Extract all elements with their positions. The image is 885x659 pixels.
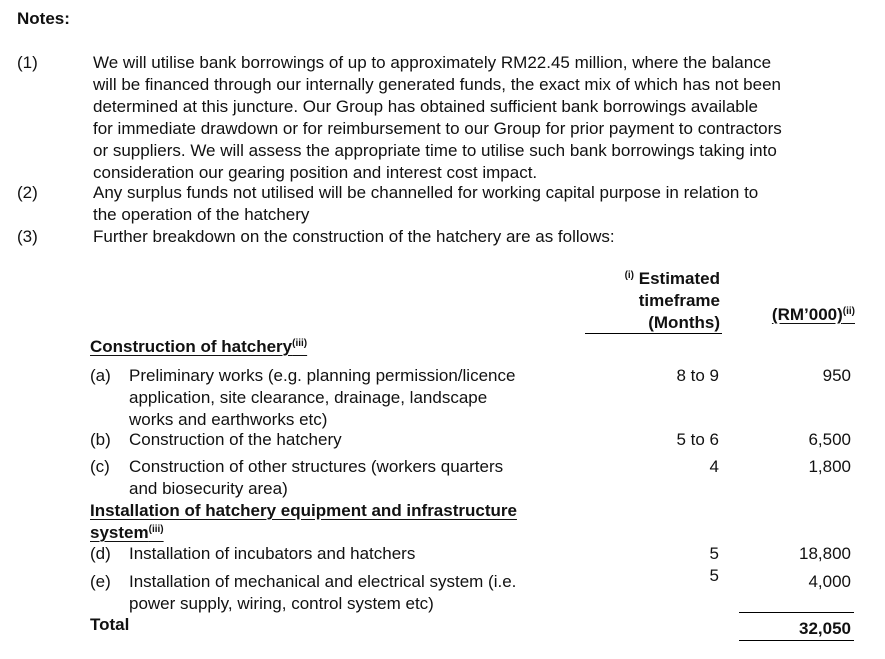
note-1-line: will be financed through our internally generated funds, the exact mix of which has not been bbox=[93, 75, 781, 94]
row-a-code: (a) bbox=[90, 366, 111, 385]
note-1-line: or suppliers. We will assess the appropriate time to utilise such bank borrowings taking into bbox=[93, 141, 777, 160]
note-3-text bbox=[93, 226, 861, 248]
row-d-description bbox=[129, 543, 565, 565]
note-1-number: (1) bbox=[17, 53, 38, 72]
note-2-line: Any surplus funds not utilised will be channelled for working capital purpose in relation to bbox=[93, 183, 759, 202]
header-timeframe-line2: timeframe bbox=[638, 291, 720, 310]
row-c-amount: 1,800 bbox=[808, 457, 851, 476]
header-estimated-timeframe bbox=[588, 268, 720, 334]
note-3-number: (3) bbox=[17, 227, 38, 246]
row-c-line: and biosecurity area) bbox=[129, 479, 288, 498]
row-a-line: Preliminary works (e.g. planning permission/licence bbox=[129, 366, 516, 385]
note-2-line: the operation of the hatchery bbox=[93, 205, 310, 224]
row-a-line: works and earthworks etc) bbox=[129, 410, 328, 429]
note-3-line: Further breakdown on the construction of the hatchery are as follows: bbox=[93, 227, 615, 246]
row-b-amount: 6,500 bbox=[808, 430, 851, 449]
row-b-line: Construction of the hatchery bbox=[129, 430, 342, 449]
row-e-line: Installation of mechanical and electrical system (i.e. bbox=[129, 572, 517, 591]
note-1-line: for immediate drawdown or for reimbursement to our Group for prior payment to contractors bbox=[93, 119, 782, 138]
total-top-rule bbox=[739, 612, 854, 613]
row-b-code: (b) bbox=[90, 430, 111, 449]
row-a-description bbox=[129, 365, 565, 431]
row-a-timeframe: 8 to 9 bbox=[676, 366, 719, 385]
row-a-line: application, site clearance, drainage, landscape bbox=[129, 388, 488, 407]
section-footnote: (iii) bbox=[148, 524, 164, 535]
note-2-number: (2) bbox=[17, 183, 38, 202]
section-installation-of-equipment bbox=[90, 500, 517, 544]
total-label: Total bbox=[90, 615, 130, 634]
section-title-line1: Installation of hatchery equipment and infrastructure bbox=[90, 501, 517, 520]
header-timeframe-underline bbox=[585, 333, 722, 334]
note-1-text bbox=[93, 52, 861, 184]
header-timeframe-footnote: (i) bbox=[624, 270, 635, 281]
total-bottom-rule bbox=[739, 640, 854, 641]
row-d-code: (d) bbox=[90, 544, 111, 563]
row-e-code: (e) bbox=[90, 572, 111, 591]
header-amount bbox=[737, 304, 855, 326]
header-amount-label: (RM’000) bbox=[771, 305, 843, 324]
row-c-code: (c) bbox=[90, 457, 110, 476]
note-1-line: consideration our gearing position and interest cost impact. bbox=[93, 163, 538, 182]
row-e-description bbox=[129, 571, 565, 615]
row-e-timeframe: 5 bbox=[709, 566, 719, 585]
header-amount-footnote: (ii) bbox=[842, 306, 855, 317]
row-c-line: Construction of other structures (workers quarters bbox=[129, 457, 504, 476]
header-timeframe-line1: Estimated bbox=[638, 269, 720, 288]
section-title-line2: system bbox=[90, 523, 149, 542]
row-a-amount: 950 bbox=[822, 366, 851, 385]
row-e-line: power supply, wiring, control system etc) bbox=[129, 594, 434, 613]
note-1-line: determined at this juncture. Our Group has obtained sufficient bank borrowings available bbox=[93, 97, 758, 116]
note-2-text bbox=[93, 182, 861, 226]
total-amount: 32,050 bbox=[799, 619, 851, 638]
header-timeframe-line3: (Months) bbox=[648, 313, 720, 332]
row-e-amount: 4,000 bbox=[808, 572, 851, 591]
section-title: Construction of hatchery bbox=[90, 337, 293, 356]
row-d-line: Installation of incubators and hatchers bbox=[129, 544, 416, 563]
row-b-description bbox=[129, 429, 565, 451]
row-c-description bbox=[129, 456, 565, 500]
row-d-amount: 18,800 bbox=[799, 544, 851, 563]
section-construction-of-hatchery bbox=[90, 336, 307, 358]
section-footnote: (iii) bbox=[292, 338, 308, 349]
notes-title: Notes: bbox=[17, 9, 70, 28]
row-c-timeframe: 4 bbox=[709, 457, 719, 476]
note-1-line: We will utilise bank borrowings of up to approximately RM22.45 million, where the balance bbox=[93, 53, 772, 72]
row-d-timeframe: 5 bbox=[709, 544, 719, 563]
row-b-timeframe: 5 to 6 bbox=[676, 430, 719, 449]
